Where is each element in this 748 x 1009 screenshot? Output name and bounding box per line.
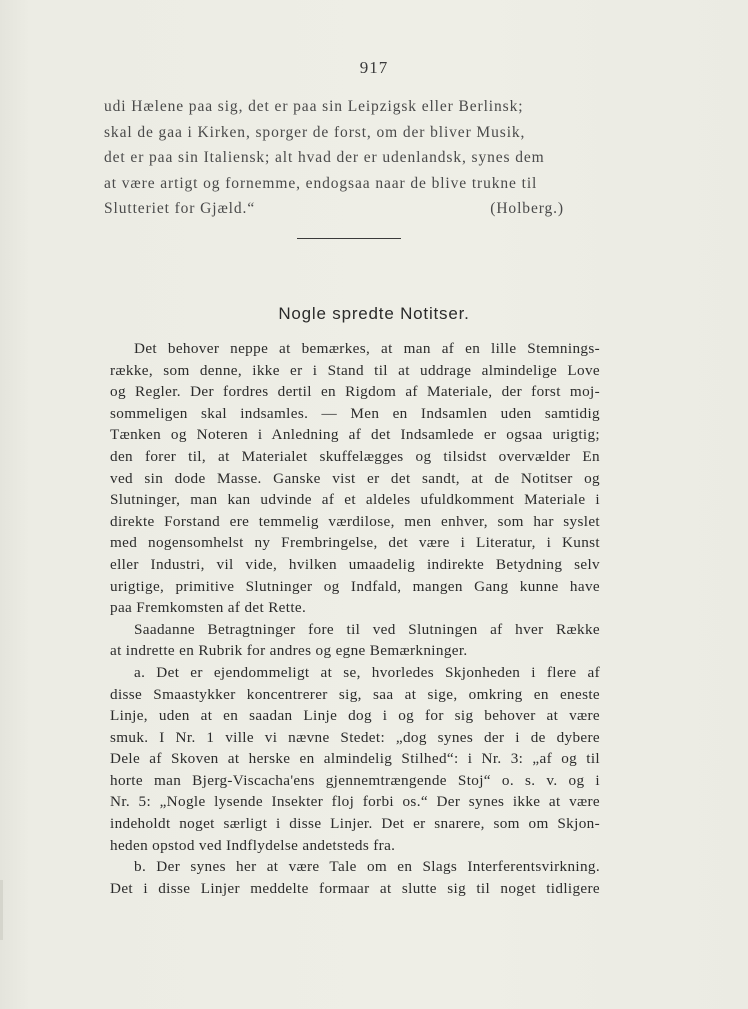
body-line: Det i disse Linjer meddelte formaar at slutte sig til noget tidligere: [110, 879, 600, 897]
body-line: horte man Bjerg-Viscacha'ens gjennemtrængende Stoj“ o. s. v. og i: [110, 771, 600, 789]
body-line: sommeligen skal indsamles. — Men en Indsamlen uden samtidig: [110, 404, 600, 422]
body-line: urigtige, primitive Slutninger og Indfald, mangen Gang kunne have: [110, 577, 600, 595]
body-line: med nogensomhelst ny Frembringelse, det være i Literatur, i Kunst: [110, 534, 600, 552]
body-line: Saadanne Betragtninger fore til ved Slutningen af hver Række: [134, 620, 600, 638]
body-line: Dele af Skoven at herske en almindelig Stilhed“: i Nr. 3: „af og til: [110, 750, 600, 768]
body-line: a. Det er ejendommeligt at se, hvorledes Skjonheden i flere af: [134, 663, 600, 681]
quote-line: udi Hælene paa sig, det er paa sin Leipzigsk eller Berlinsk;: [104, 98, 524, 115]
body-line: paa Fremkomsten af det Rette.: [110, 599, 307, 617]
body-line: Tænken og Noteren i Anledning af det Indsamlede er ogsaa urigtig;: [110, 426, 600, 444]
body-line: Linje, uden at en saadan Linje dog i og for sig behover at være: [110, 707, 600, 725]
body-line: Det behover neppe at bemærkes, at man af en lille Stemnings-: [134, 340, 600, 357]
quote-line: Slutteriet for Gjæld.“: [104, 200, 256, 217]
body-line: ved sin dode Masse. Ganske vist er det sandt, at de Notitser og: [110, 469, 600, 487]
body-line: Slutninger, man kan udvinde af et aldeles ufuldkomment Materiale i: [110, 491, 600, 509]
quote-attribution: (Holberg.): [490, 200, 564, 217]
section-divider: [297, 238, 401, 239]
quote-last-line: [104, 196, 564, 222]
body-line: Nr. 5: „Nogle lysende Insekter floj forbi os.“ Der synes ikke at være: [110, 793, 600, 811]
body-line: række, som denne, ikke er i Stand til at uddrage almindelige Love: [110, 361, 600, 379]
section-heading: Nogle spredte Notitser.: [278, 304, 470, 323]
page-number: 917: [359, 58, 389, 77]
quote-line: at være artigt og fornemme, endogsaa naar de blive trukne til: [104, 174, 538, 192]
body-line: smuk. I Nr. 1 ville vi nævne Stedet: „dog synes der i de dybere: [110, 728, 600, 746]
body-text: [110, 338, 600, 899]
body-line: at indrette en Rubrik for andres og egne Bemærkninger.: [110, 642, 468, 660]
body-line: b. Der synes her at være Tale om en Slags Interferentsvirkning.: [134, 858, 600, 876]
page-spine-shadow: [0, 880, 3, 940]
body-line: direkte Forstand ere temmelig værdilose, men enhver, som har syslet: [110, 512, 600, 530]
body-line: disse Smaastykker koncentrerer sig, saa at sige, omkring en eneste: [110, 685, 600, 703]
body-line: den forer til, at Materialet skuffelægges og tilsidst overvælder En: [110, 447, 600, 465]
quote-block: [104, 94, 594, 222]
body-line: eller Industri, vil vide, hvilken umaadelig indirekte Betydning selv: [110, 555, 600, 573]
quote-line: skal de gaa i Kirken, sporger de forst, om der bliver Musik,: [104, 123, 526, 141]
body-line: indeholdt noget særligt i disse Linjer. Det er snarere, som om Skjon-: [110, 815, 600, 833]
body-line: og Regler. Der fordres dertil en Rigdom af Materiale, der forst moj-: [110, 383, 600, 401]
quote-line: det er paa sin Italiensk; alt hvad der er udenlandsk, synes dem: [104, 149, 545, 166]
body-line: heden opstod ved Indflydelse andetsteds fra.: [110, 836, 396, 854]
